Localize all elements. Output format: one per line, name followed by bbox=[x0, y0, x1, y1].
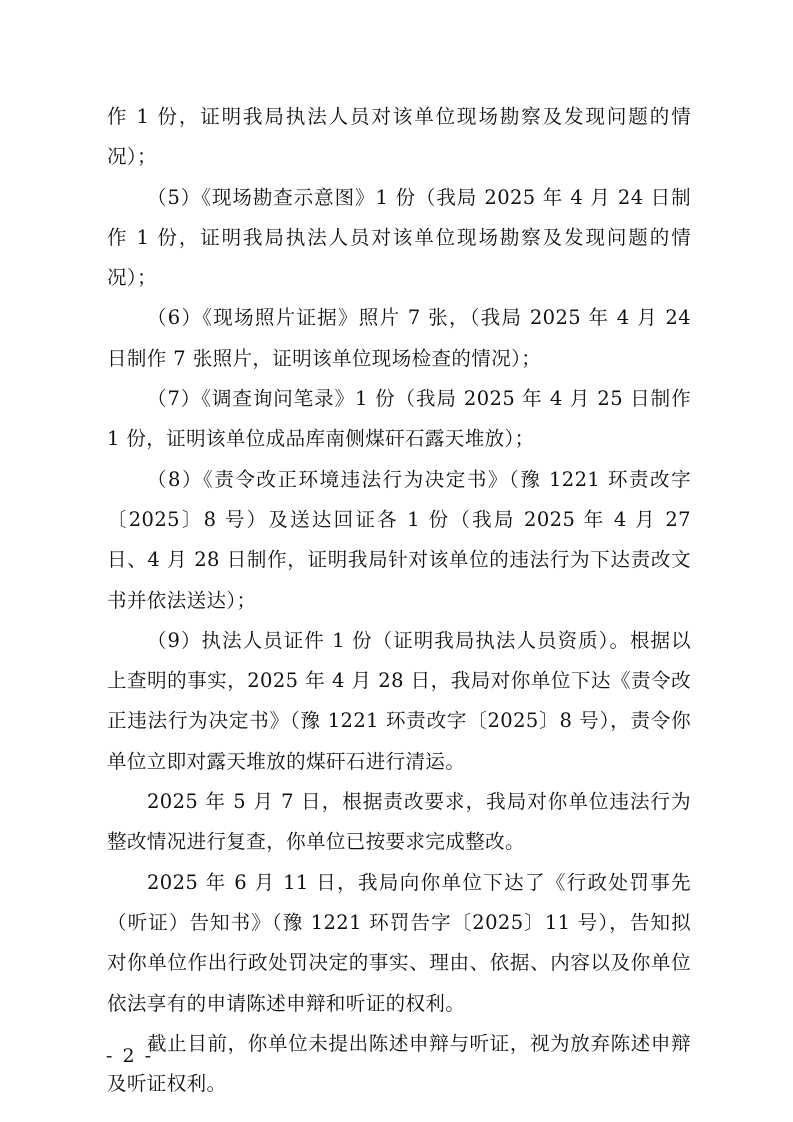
paragraph-evidence-6: （6）《现场照片证据》照片 7 张，（我局 2025 年 4 月 24 日制作 7 张照片，证明该单位现场检查的情况）； bbox=[107, 306, 691, 370]
paragraph-continuation: 作 1 份，证明我局执法人员对该单位现场勘察及发现问题的情况）； bbox=[107, 105, 691, 169]
paragraph-evidence-8: （8）《责令改正环境违法行为决定书》（豫 1221 环责改字〔2025〕8 号）及送达回证各 1 份（我局 2025 年 4 月 27 日、4 月 28 日制作，证明我局针对该单位的违法行为下达责改文书并依法送达）； bbox=[107, 467, 691, 612]
page-number: - 2 - bbox=[106, 1045, 154, 1067]
paragraph-notice: 2025 年 6 月 11 日，我局向你单位下达了《行政处罚事先（听证）告知书》（豫 1221 环罚告字〔2025〕11 号），告知拟对你单位作出行政处罚决定的事实、理由、依据、内容以及你单位依法享有的申请陈述申辩和听证的权利。 bbox=[107, 870, 691, 1015]
paragraph-evidence-9: （9）执法人员证件 1 份（证明我局执法人员资质）。根据以上查明的事实，2025 年 4 月 28 日，我局对你单位下达《责令改正违法行为决定书》（豫 1221 环责改字〔2025〕8 号），责令你单位立即对露天堆放的煤矸石进行清运。 bbox=[107, 628, 691, 773]
paragraph-evidence-5: （5）《现场勘查示意图》1 份（我局 2025 年 4 月 24 日制作 1 份，证明我局执法人员对该单位现场勘察及发现问题的情况）； bbox=[107, 185, 691, 290]
paragraph-conclusion: 截止目前，你单位未提出陈述申辩与听证，视为放弃陈述申辩及听证权利。 bbox=[107, 1031, 691, 1096]
document-body bbox=[107, 97, 691, 1104]
paragraph-review: 2025 年 5 月 7 日，根据责改要求，我局对你单位违法行为整改情况进行复查，你单位已按要求完成整改。 bbox=[107, 790, 691, 854]
paragraph-evidence-7: （7）《调查询问笔录》1 份（我局 2025 年 4 月 25 日制作 1 份，证明该单位成品库南侧煤矸石露天堆放）； bbox=[107, 387, 691, 451]
